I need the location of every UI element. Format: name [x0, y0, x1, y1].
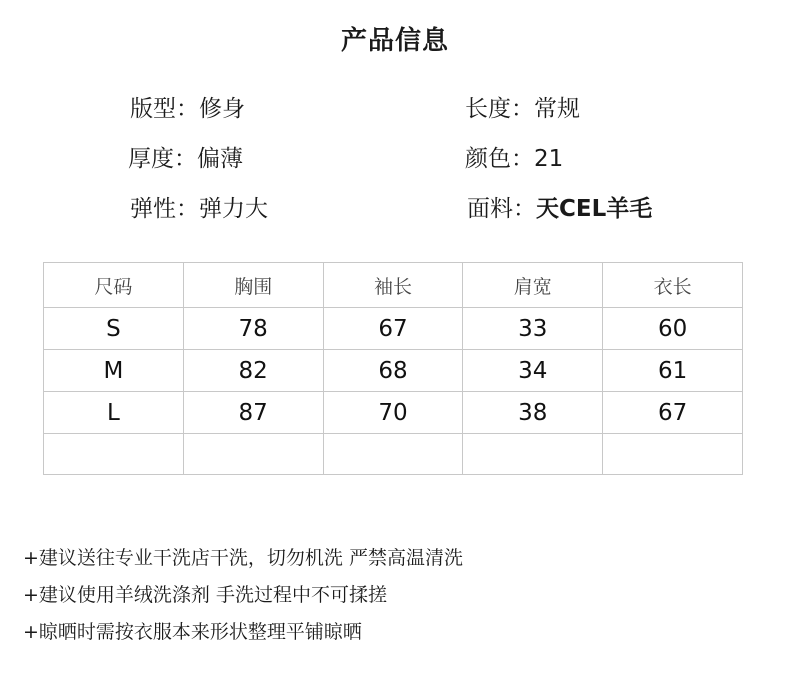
table-cell: 78 — [183, 308, 323, 350]
table-header-cell: 胸围 — [183, 263, 323, 308]
table-cell: 34 — [463, 350, 603, 392]
table-row — [44, 350, 743, 392]
table-cell: 68 — [323, 350, 463, 392]
attr-fabric — [467, 190, 652, 223]
attr-label: 版型： — [130, 96, 199, 122]
table-cell: 87 — [183, 392, 323, 434]
table-cell: 67 — [603, 392, 743, 434]
care-notes — [23, 540, 463, 651]
attr-fit — [130, 90, 245, 123]
table-header-cell: 衣长 — [603, 263, 743, 308]
table-cell — [463, 434, 603, 475]
table-cell — [323, 434, 463, 475]
size-table — [43, 262, 743, 475]
table-cell: 70 — [323, 392, 463, 434]
table-header-cell: 肩宽 — [463, 263, 603, 308]
attr-color — [465, 140, 563, 173]
table-cell — [603, 434, 743, 475]
table-cell: L — [44, 392, 184, 434]
table-header-row — [44, 263, 743, 308]
table-cell: 61 — [603, 350, 743, 392]
attr-value: 偏薄 — [197, 146, 243, 172]
attr-label: 厚度： — [128, 146, 197, 172]
attr-thickness — [128, 140, 243, 173]
table-row-empty — [44, 434, 743, 475]
table-cell: 60 — [603, 308, 743, 350]
table-header-cell: 袖长 — [323, 263, 463, 308]
attr-value: 修身 — [199, 96, 245, 122]
attr-value: 21 — [534, 146, 564, 172]
table-cell: 33 — [463, 308, 603, 350]
table-cell: 38 — [463, 392, 603, 434]
attr-elasticity — [130, 190, 268, 223]
table-cell: M — [44, 350, 184, 392]
attr-label: 颜色： — [465, 146, 534, 172]
table-header-cell: 尺码 — [44, 263, 184, 308]
table-cell — [183, 434, 323, 475]
care-note: +建议送往专业干洗店干洗，切勿机洗 严禁高温清洗 — [23, 547, 463, 569]
care-note: +建议使用羊绒洗涤剂 手洗过程中不可揉搓 — [23, 584, 387, 606]
table-row — [44, 308, 743, 350]
attr-length — [465, 90, 580, 123]
table-row — [44, 392, 743, 434]
attr-value: 常规 — [534, 96, 580, 122]
table-cell: 67 — [323, 308, 463, 350]
attr-label: 弹性： — [130, 196, 199, 222]
attr-label: 面料： — [467, 196, 536, 222]
attr-value: 天CEL羊毛 — [536, 196, 653, 222]
table-cell — [44, 434, 184, 475]
attr-value: 弹力大 — [199, 196, 268, 222]
attr-label: 长度： — [465, 96, 534, 122]
table-cell: 82 — [183, 350, 323, 392]
care-note: +晾晒时需按衣服本来形状整理平铺晾晒 — [23, 621, 362, 643]
page-title: 产品信息 — [340, 26, 449, 56]
table-cell: S — [44, 308, 184, 350]
